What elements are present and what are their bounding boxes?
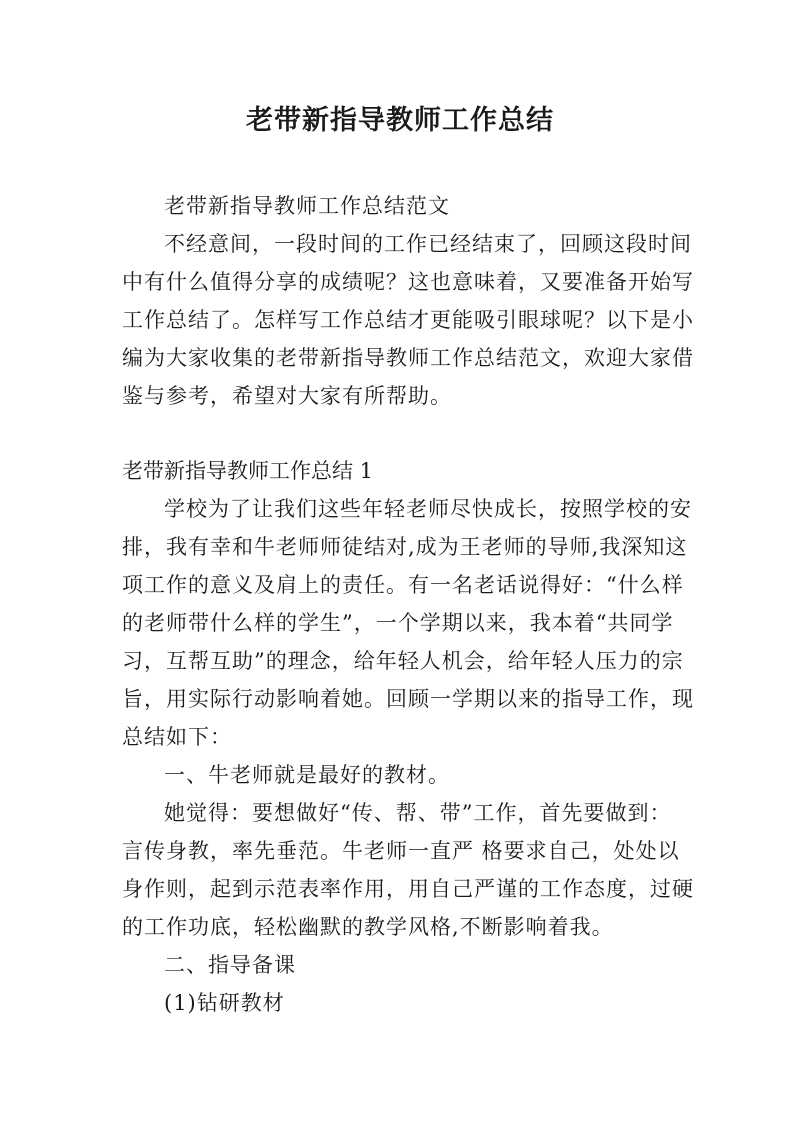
paragraph-line: 中有什么值得分享的成绩呢？这也意味着，又要准备开始写 [122, 270, 694, 294]
paragraph-line: 编为大家收集的老带新指导教师工作总结范文，欢迎大家借 [122, 346, 694, 370]
paragraph-line: 不经意间，一段时间的工作已经结束了，回顾这段时间 [164, 232, 692, 256]
section-heading: 老带新指导教师工作总结 1 [122, 459, 374, 483]
paragraph-line: 项工作的意义及肩上的责任。有一名老话说得好：“什么样 [122, 573, 684, 597]
subtitle-line: 老带新指导教师工作总结范文 [164, 194, 450, 218]
paragraph-line: 习，互帮互助”的理念，给年轻人机会，给年轻人压力的宗 [122, 649, 684, 673]
paragraph-line: 总结如下： [122, 725, 232, 749]
paragraph-line: 言传身教，率先垂范。牛老师一直严 格要求自己，处处以 [122, 839, 680, 863]
paragraph-line: 鉴与参考，希望对大家有所帮助。 [122, 384, 452, 408]
paragraph-line: 她觉得：要想做好“传、帮、带”工作，首先要做到： [164, 801, 672, 825]
paragraph-line: 学校为了让我们这些年轻老师尽快成长，按照学校的安 [164, 497, 692, 521]
paragraph-line: 的老师带什么样的学生”，一个学期以来，我本着“共同学 [122, 611, 674, 635]
paragraph-line: 旨，用实际行动影响着她。回顾一学期以来的指导工作，现 [122, 687, 694, 711]
paragraph-line: 排，我有幸和牛老师师徒结对,成为王老师的导师,我深知这 [122, 535, 688, 559]
subheading-line: (1)钻研教材 [164, 991, 285, 1015]
subheading-line: 二、指导备课 [164, 953, 296, 977]
subheading-line: 一、牛老师就是最好的教材。 [164, 763, 450, 787]
paragraph-line: 的工作功底，轻松幽默的教学风格,不断影响着我。 [122, 915, 614, 939]
document-title: 老带新指导教师工作总结 [246, 105, 554, 136]
paragraph-line: 工作总结了。怎样写工作总结才更能吸引眼球呢？以下是小 [122, 308, 694, 332]
paragraph-line: 身作则，起到示范表率作用，用自己严谨的工作态度，过硬 [122, 877, 694, 901]
